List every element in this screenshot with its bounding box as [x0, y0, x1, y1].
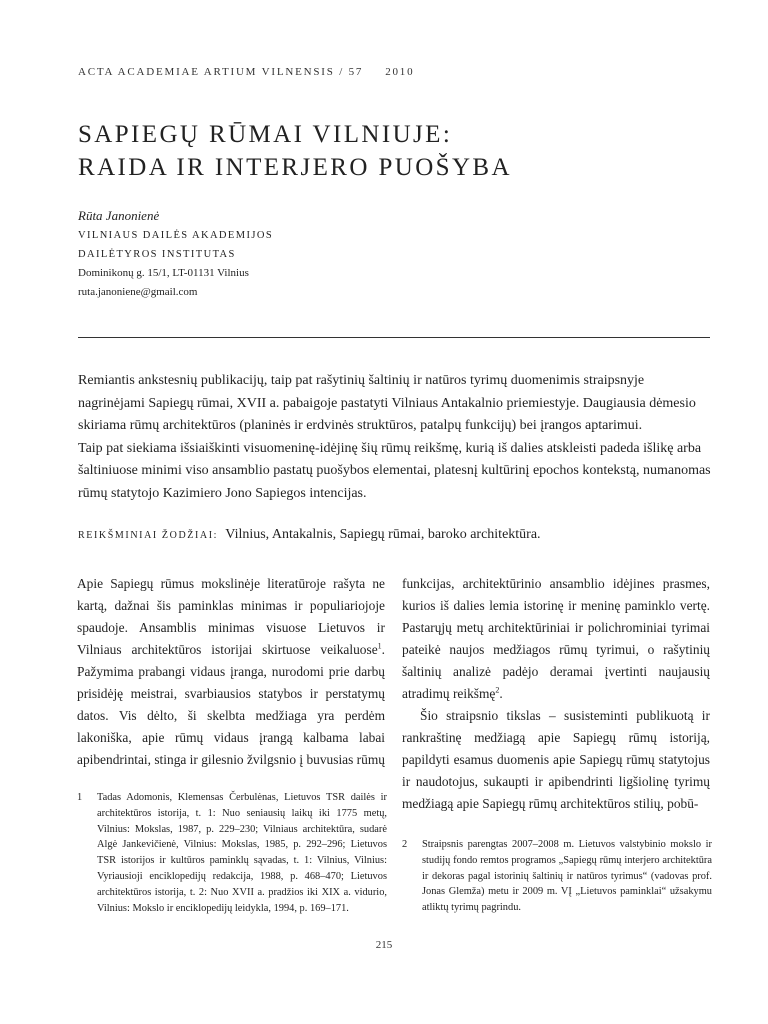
body-column-left	[77, 573, 385, 771]
author-email: ruta.janoniene@gmail.com	[78, 286, 198, 298]
right-paragraph-2: Šio straipsnio tikslas – susisteminti publikuotą ir rankraštinę medžiagą apie Sapiegų rūmų istoriją, papildyti esamus duomenis apie Sapiegų rūmų statytojus ir naudotojus, sukaupti ir apibendrinti ligšiolinę tyrimų medžiagą apie Sapiegų rūmų architektūros stilių, pobū-	[402, 708, 710, 811]
page-number: 215	[375, 939, 393, 951]
keywords-label: REIKŠMINIAI ŽODŽIAI:	[78, 530, 219, 541]
title-line-2: RAIDA IR INTERJERO PUOŠYBA	[78, 154, 512, 181]
keywords	[78, 527, 712, 543]
author-block	[78, 206, 273, 302]
body-column-right	[402, 573, 710, 815]
abstract-paragraph-1: Remiantis ankstesnių publikacijų, taip pat rašytinių šaltinių ir natūros tyrimų duomenimis straipsnyje nagrinėjami Sapiegų rūmai, XVII a. pabaigoje pastatyti Vilniaus Antakalnio priemiestyje. Daugiausia dėmesio skiriama rūmų architektūros (planinės ir erdvinės struktūros, patalpų funkcijų) bei įrangos aptarimui.	[78, 373, 696, 434]
left-text-a: Apie Sapiegų rūmus mokslinėje literatūroje rašyta ne kartą, dažnai šis paminklas minimas ir populiariojoje spaudoje. Ansamblis minimas visuose Lietuvos ir Vilniaus architektūros istorijai skirtuose veikaluose	[77, 576, 385, 657]
author-address: Dominikonų g. 15/1, LT-01131 Vilnius	[78, 267, 249, 279]
running-head	[78, 66, 414, 78]
right-paragraph-1	[402, 573, 710, 705]
footnote-number: 2	[402, 839, 408, 850]
footnote-ref-2[interactable]: 2	[495, 685, 500, 695]
footnote-text: Tadas Adomonis, Klemensas Čerbulėnas, Lietuvos TSR dailės ir architektūros istorija, t. 1: Nuo seniausių laikų iki 1775 metų, Vilnius: Mokslas, 1987, p. 229–230; Vilniaus architektūra, sudarė Algė Jankevičienė, Vilnius: Mokslas, 1985, p. 292–296; Lietuvos TSR istorijos ir kultūros paminklų sąvadas, t. 1: Vilnius, Vilnius: Vyriausioji enciklopedijų redakcija, 1988, p. 468–470; Lietuvos architektūros istorija, t. 2: Nuo XVII a. pradžios iki XIX a. vidurio, Vilnius: Mokslo ir enciklopedijų leidykla, 1994, p. 169–171.	[97, 792, 387, 914]
journal-year: 2010	[385, 66, 415, 78]
header-divider	[78, 337, 710, 338]
keywords-text: Vilnius, Antakalnis, Sapiegų rūmai, baroko architektūra.	[225, 527, 541, 542]
abstract-paragraph-2: Taip pat siekiama išsiaiškinti visuomeninę-idėjinę šių rūmų reikšmę, kurią iš dalies atskleisti padeda išlikę arba šaltiniuose minimi viso ansamblio pastatų puošybos elementai, platesnį kultūrinį epochos kontekstą, numanomas rūmų statytojo Kazimiero Jono Sapiegos intencijas.	[78, 440, 711, 501]
abstract	[78, 370, 712, 506]
author-institution-1: VILNIAUS DAILĖS AKADEMIJOS	[78, 230, 274, 241]
author-institution-2: DAILĖTYROS INSTITUTAS	[78, 249, 236, 260]
journal-name: ACTA ACADEMIAE ARTIUM VILNENSIS / 57	[78, 66, 364, 78]
title-line-1: SAPIEGŲ RŪMAI VILNIUJE:	[78, 121, 453, 148]
author-name: Rūta Janonienė	[78, 208, 160, 223]
footnote-text: Straipsnis parengtas 2007–2008 m. Lietuvos valstybinio mokslo ir studijų fondo remtos programos „Sapiegų rūmų interjero architektūra ir dekoras pagal istorinių šaltinių ir natūros tyrimus“ (vadovas prof. Jonas Glemža) metu ir 2009 m. VĮ „Lietuvos paminklai“ užsakymu atliktų tyrimų pagrindu.	[422, 839, 712, 914]
left-paragraph-1	[77, 573, 385, 771]
right-text-a: funkcijas, architektūrinio ansamblio idėjines prasmes, kurios iš dalies lemia istorinę ir meninę paminklo vertę. Pastarųjų metų architektūriniai ir polichrominiai tyrimai pateikė naujos medžiagos rūmų tyrimui, o rašytinių šaltinių analizė padėjo deramai įvertinti naujausių atradimų reikšmę	[402, 576, 710, 701]
right-text-b: .	[499, 686, 503, 701]
footnote-ref-1[interactable]: 1	[377, 641, 382, 651]
left-text-b: . Pažymima prabangi vidaus įranga, nurodomi prie darbų prisidėję meistrai, svarbiausios statybos ir perstatymų datos. Vis dėlto, ši skelbta medžiaga yra perdėm lakoniška, apie rūmų vidaus įrangą kalbama labai apibendrintai, stinga ir gilesnio žvilgsnio į buvusias rūmų	[77, 642, 385, 767]
footnote-number: 1	[77, 792, 83, 803]
article-title	[78, 118, 512, 184]
